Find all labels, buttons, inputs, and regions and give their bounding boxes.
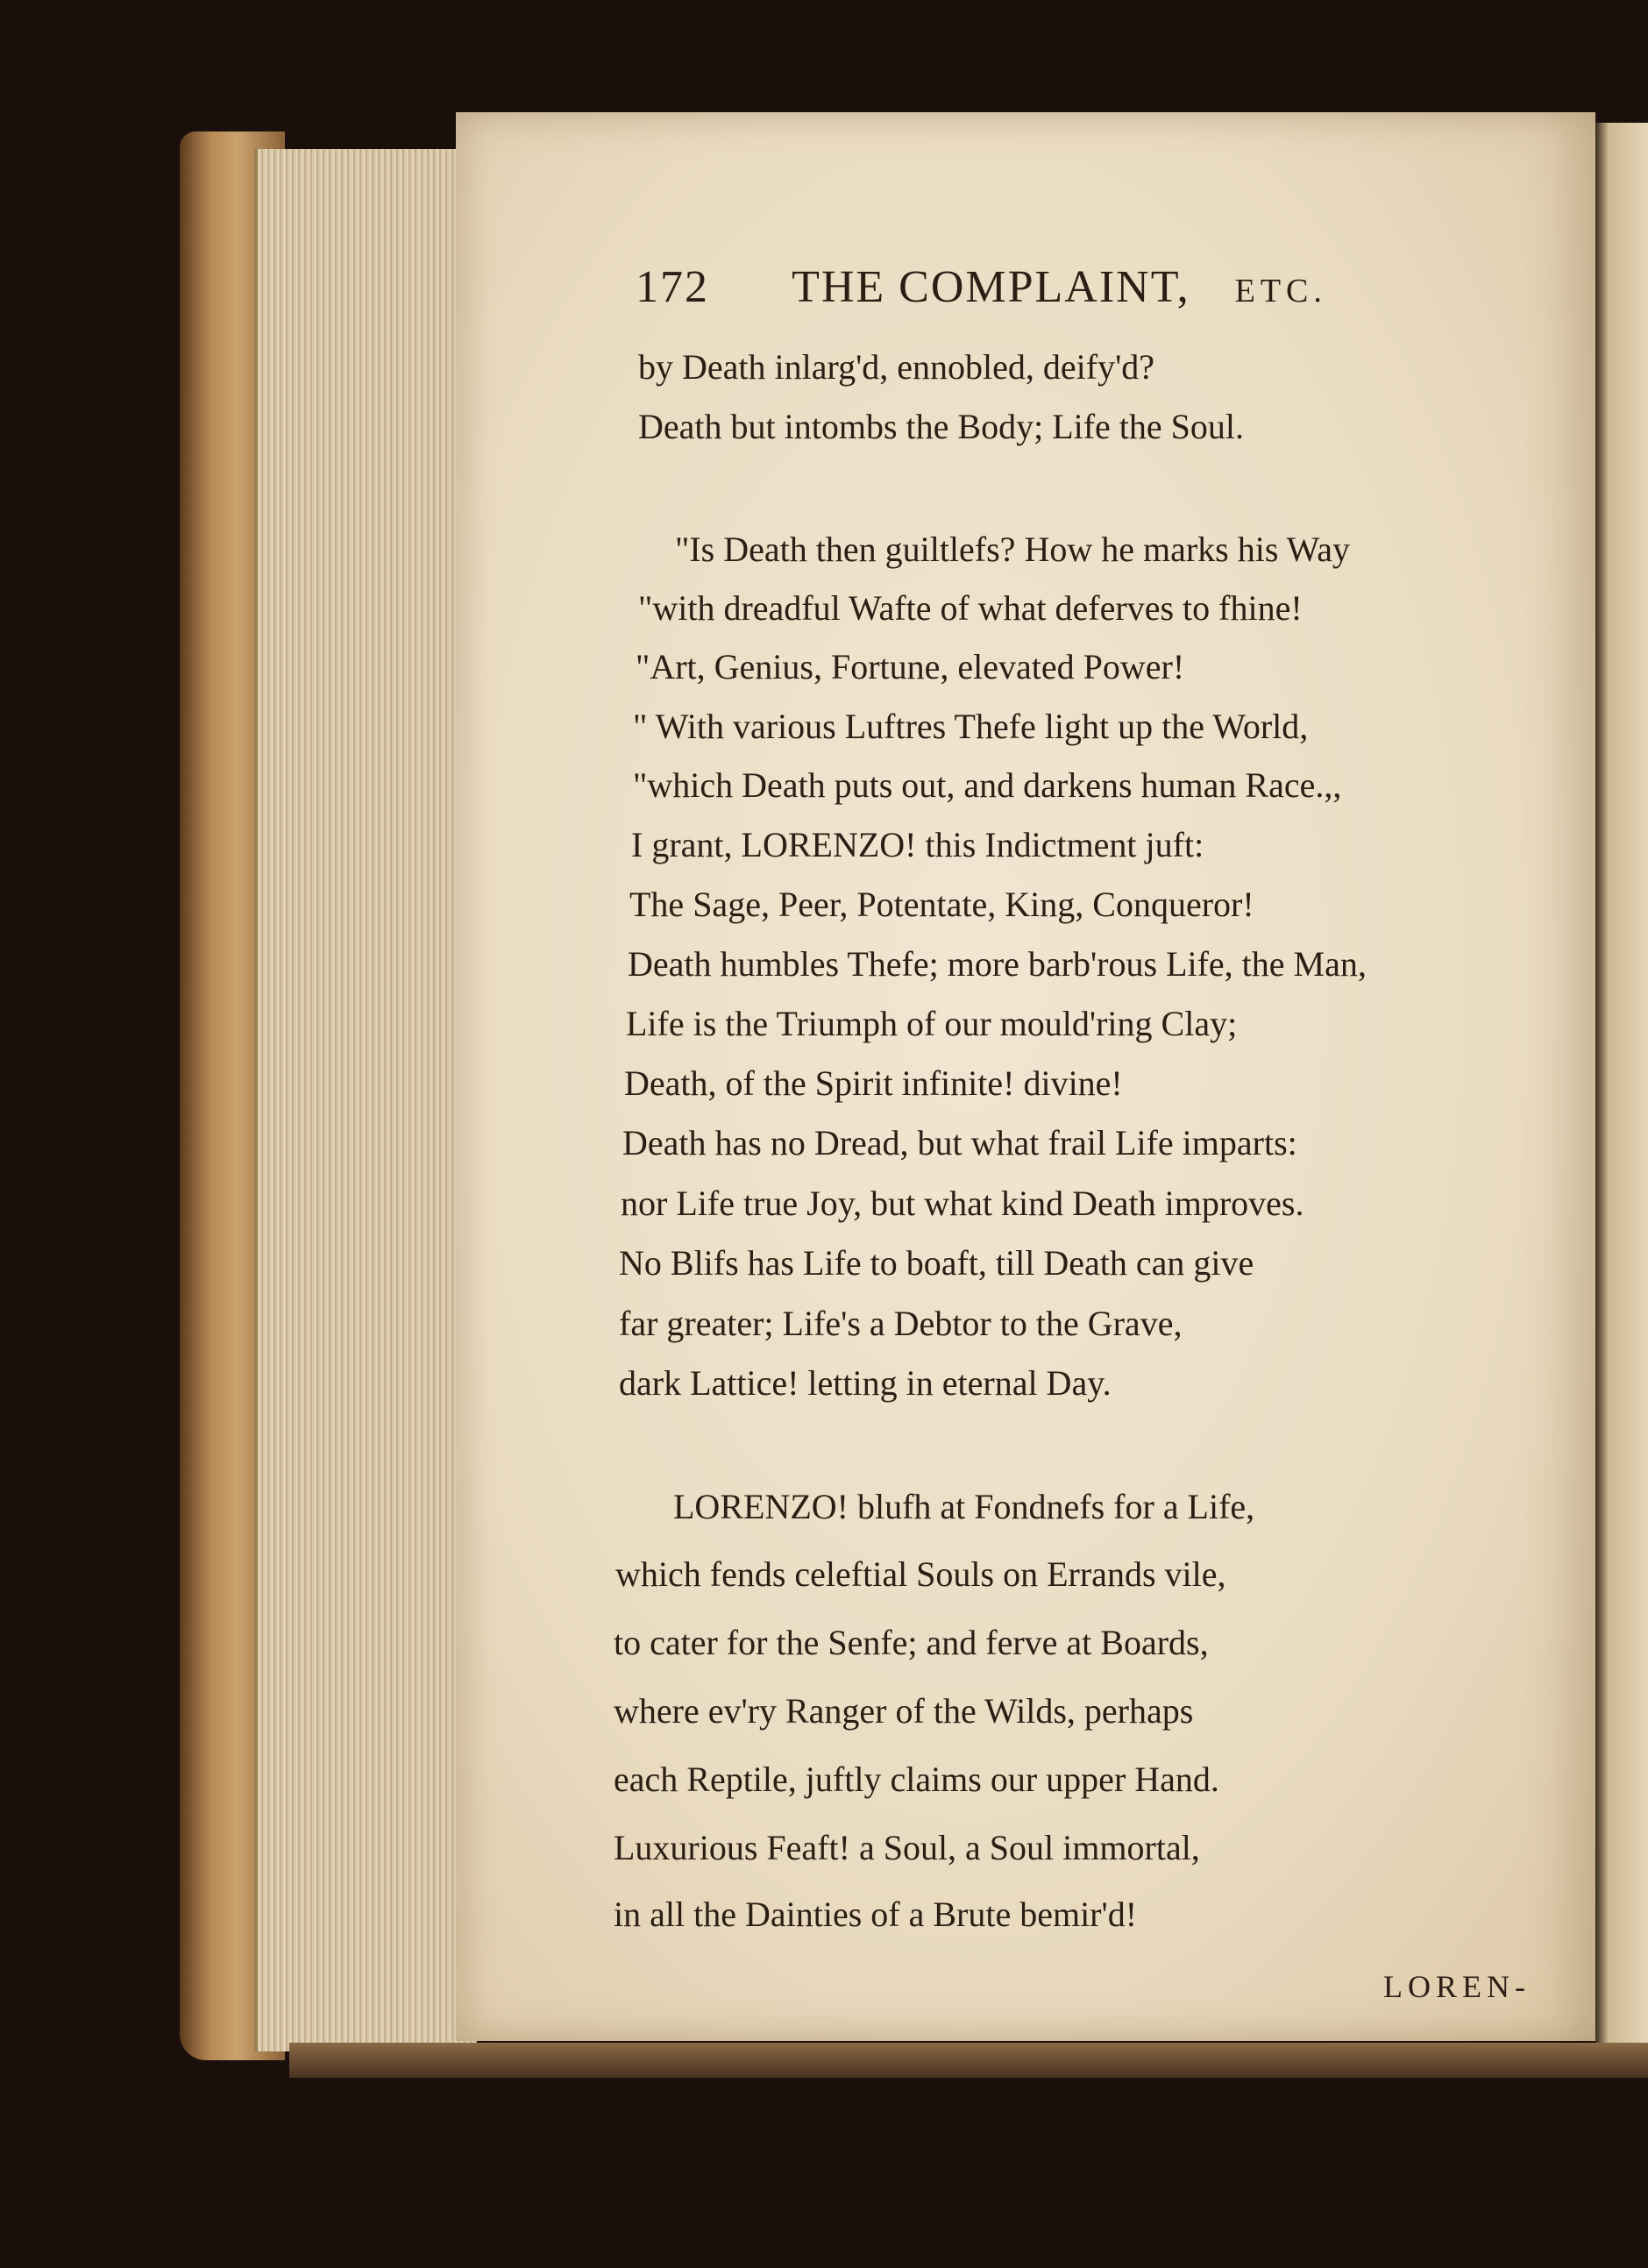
text-line: Death, of the Spirit infinite! divine! xyxy=(624,1063,1123,1103)
facing-page-edge xyxy=(1595,123,1648,2043)
text-line: Luxurious Feaft! a Soul, a Soul immortal, xyxy=(614,1828,1200,1867)
running-header xyxy=(636,261,1327,313)
text-line: dark Lattice! letting in eternal Day. xyxy=(619,1363,1112,1403)
running-title: THE COMPLAINT, xyxy=(792,262,1190,312)
page-number: 172 xyxy=(636,262,709,312)
text-line: " With various Luftres Thefe light up the World, xyxy=(633,707,1309,746)
text-line: I grant, LORENZO! this Indictment juft: xyxy=(631,825,1204,864)
text-line: to cater for the Senfe; and ferve at Boards, xyxy=(614,1623,1209,1662)
text-line: The Sage, Peer, Potentate, King, Conqueror! xyxy=(629,885,1254,924)
text-line: LORENZO! blufh at Fondnefs for a Life, xyxy=(673,1487,1255,1526)
text-line: nor Life true Joy, but what kind Death improves. xyxy=(621,1184,1304,1223)
text-line: Death has no Dread, but what frail Life imparts: xyxy=(622,1123,1297,1162)
book-cover-bottom xyxy=(289,2043,1648,2078)
text-line: by Death inlarg'd, ennobled, deify'd? xyxy=(638,347,1155,387)
text-line: far greater; Life's a Debtor to the Grave, xyxy=(619,1304,1183,1343)
text-line: No Blifs has Life to boaft, till Death can give xyxy=(619,1243,1254,1283)
text-line: in all the Dainties of a Brute bemir'd! xyxy=(614,1895,1138,1934)
text-line: Death humbles Thefe; more barb'rous Life, the Man, xyxy=(628,944,1367,984)
text-line: each Reptile, juftly claims our upper Hand. xyxy=(614,1760,1219,1799)
text-line: which fends celeftial Souls on Errands vile, xyxy=(615,1554,1226,1594)
page-edges xyxy=(254,149,477,2051)
text-line: Life is the Triumph of our mould'ring Clay; xyxy=(626,1004,1238,1043)
catchword: LOREN- xyxy=(1383,1969,1531,2004)
text-line: "Art, Genius, Fortune, elevated Power! xyxy=(636,647,1185,686)
text-line: Death but intombs the Body; Life the Soul. xyxy=(638,407,1245,446)
text-line: "Is Death then guiltlefs? How he marks his Way xyxy=(675,530,1350,569)
running-title-etc: ETC. xyxy=(1234,273,1327,309)
text-line: where ev'ry Ranger of the Wilds, perhaps xyxy=(614,1691,1194,1731)
text-line: "which Death puts out, and darkens human Race.,, xyxy=(633,765,1342,805)
text-line: "with dreadful Wafte of what deferves to fhine! xyxy=(638,588,1303,628)
